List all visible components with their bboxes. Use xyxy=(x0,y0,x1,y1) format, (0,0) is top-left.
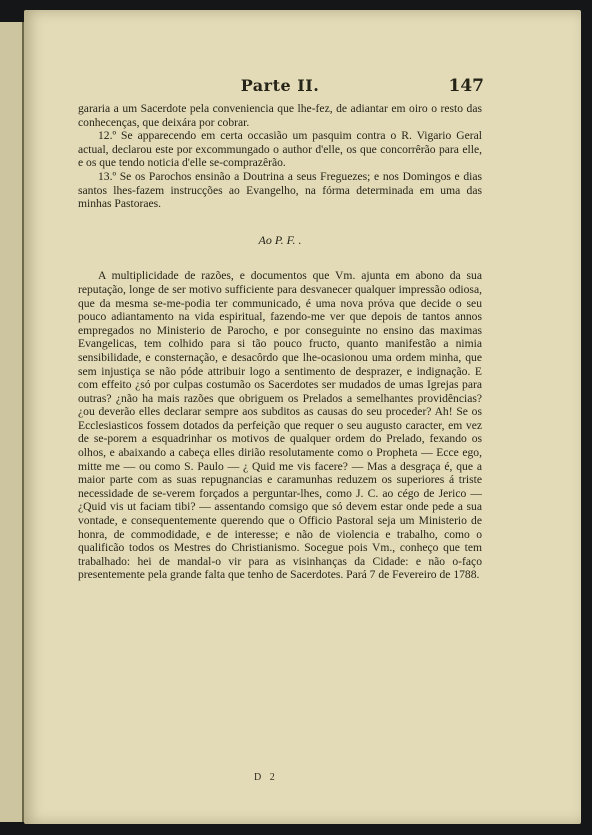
page-content xyxy=(78,76,482,582)
letter-salutation: Ao P. F. . xyxy=(258,232,302,247)
paragraph-item-13: 13.º Se os Parochos ensinão a Doutrina a seus Freguezes; e nos Domingos e dias santos lhes-fazem instrucções ao Evangelho, na fórma determinada em uma das minhas Pastoraes. xyxy=(78,169,482,211)
paragraph-continuation: gararia a um Sacerdote pela conveniencia que lhe-fez, de adiantar em oiro o resto das conhecenças, que deixára por cobrar. xyxy=(78,102,482,129)
body-text xyxy=(78,102,482,582)
letter-body: A multiplicidade de razões, e documentos que Vm. ajunta em abono da sua reputação, longe de ser motivo sufficiente para desvanecer qualquer impressão odiosa, que da mesma se-me-podia ter communicado, é uma nova próva que decide o seu pouco adiantamento na vida espiritual, fazendo-me ver que depois de tantos annos empregados no Ministerio de Parocho, e por conseguinte no ensino das maximas Evangelicas, tem colhido para si tão pouco fructo, quanto manifestão a nimia sensibilidade, e consternação, e desacôrdo que lhe-ocasionou uma ordem minha, que sem injustiça se não póde attribuir logo a sentimento de desprazer, e indignação. E com effeito ¿só por culpas costumão os Sacerdotes ser mudados de umas Igrejas para outras? ¿não ha mais razões que obriguem os Prelados a semelhantes providências? ¿ou deverão elles declarar sempre aos subditos as causas do seu proceder? Ah! Se os Ecclesiasticos fossem dotados da perfeição que requer o seu augusto caracter, em vez de se-porem a esquadrinhar os motivos de qualquer ordem do Prelado, fexando os olhos, e abaixando a cabeça elles dirião resolutamente como o Propheta — Ecce ego, mitte me — ou como S. Paulo — ¿ Quid me vis facere? — Mas a desgraça é, que a maior parte com as suas repugnancias e caramunhas reduzem os superiores á triste necessidade de se-verem forçados a perguntar-lhes, como J. C. ao cégo de Jerico — ¿Quid vis ut faciam tibi? — assentando comsigo que só devem estar onde pede a sua vontade, e consequentemente querendo que o Officio Pastoral seja um Ministerio de honra, de commodidade, e de interesse; e não de violencia e trabalho, como o qualificão todos os Mestres do Christianismo. Socegue pois Vm., conheço que tem trabalhado: hei de mandal-o vir para as visinhanças da Cidade: e não o-faço presentemente pela grande falta que tenho de Sacerdotes. Pará 7 de Fevereiro de 1788. xyxy=(78,269,482,582)
paragraph-item-12: 12.º Se apparecendo em certa occasião um pasquim contra o R. Vigario Geral actual, declarou este por excommungado o author d'elle, os que concorrêrão para elle, e os que tendo noticia d'elle se-comprazêrão. xyxy=(78,129,482,170)
printer-signature-mark: D 2 xyxy=(254,772,278,783)
page-number: 147 xyxy=(448,76,484,96)
page-header xyxy=(78,76,482,102)
running-title: Parte II. xyxy=(240,76,320,95)
book-page xyxy=(24,10,581,824)
facing-page-edge xyxy=(0,22,24,822)
